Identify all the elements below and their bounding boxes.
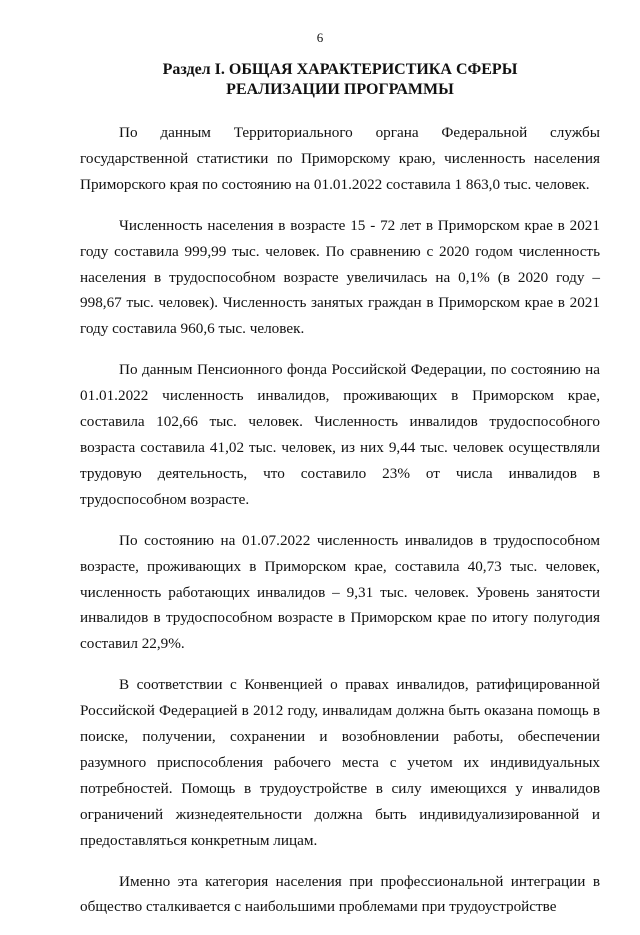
paragraph-disabled-employment: По состоянию на 01.07.2022 численность инвалидов в трудоспособном возрасте, проживающих в Приморском крае, составила 40,73 тыс. человек, численность работающих инвалидов – 9,31 тыс. человек. Уровень занятости инвалидов в трудоспособном возрасте в Приморском крае по итогу полугодия составил 22,9%. (80, 531, 600, 653)
section-title-line-1: Раздел I. ОБЩАЯ ХАРАКТЕРИСТИКА СФЕРЫ (162, 61, 518, 78)
section-title (80, 60, 600, 100)
paragraph-integration: Именно эта категория населения при профессиональной интеграции в общество сталкивается с наибольшими проблемами при трудоустройстве (80, 872, 600, 916)
page-number: 6 (316, 30, 324, 45)
paragraph-working-age: Численность населения в возрасте 15 - 72 лет в Приморском крае в 2021 году составила 999,99 тыс. человек. По сравнению с 2020 годом численность населения в трудоспособном возрасте увеличилась на 0,1% (в 2020 году – 998,67 тыс. человек). Численность занятых граждан в Приморском крае в 2021 году составила 960,6 тыс. человек. (80, 216, 600, 338)
body-text (80, 120, 600, 935)
section-title-line-2: РЕАЛИЗАЦИИ ПРОГРАММЫ (226, 81, 454, 98)
paragraph-population: По данным Территориального органа Федеральной службы государственной статистики по Приморскому краю, численность населения Приморского края по состоянию на 01.01.2022 составила 1 863,0 тыс. человек. (80, 124, 600, 193)
paragraph-convention: В соответствии с Конвенцией о правах инвалидов, ратифицированной Российской Федерацией в 2012 году, инвалидам должна быть оказана помощь в поиске, получении, сохранении и возобновлении работы, обеспечении разумного приспособления рабочего места с учетом их индивидуальных потребностей. Помощь в трудоустройстве в силу имеющихся у инвалидов ограничений жизнедеятельности должна быть индивидуализированной и предоставляться конкретным лицам. (80, 676, 600, 849)
paragraph-disabled-count: По данным Пенсионного фонда Российской Федерации, по состоянию на 01.01.2022 численность инвалидов, проживающих в Приморском крае, составила 102,66 тыс. человек. Численность инвалидов трудоспособного возраста составила 41,02 тыс. человек, из них 9,44 тыс. человек осуществляли трудовую деятельность, что составило 23% от числа инвалидов в трудоспособном возрасте. (80, 361, 600, 508)
